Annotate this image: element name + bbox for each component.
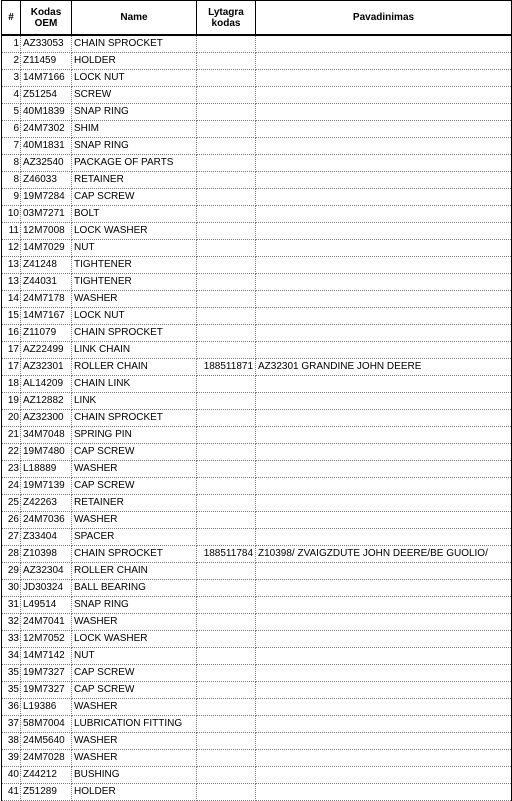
cell-name[interactable]: WASHER: [72, 750, 197, 767]
table-row: [2, 648, 512, 665]
table-row: [2, 495, 512, 512]
cell-oem-code[interactable]: Z44212: [21, 767, 72, 784]
cell-num[interactable]: 17: [2, 342, 21, 359]
cell-name[interactable]: LOCK NUT: [72, 308, 197, 325]
cell-pavadinimas[interactable]: [256, 529, 512, 546]
cell-lytagra-code[interactable]: [197, 53, 256, 70]
cell-pavadinimas[interactable]: [256, 444, 512, 461]
cell-pavadinimas[interactable]: [256, 478, 512, 495]
cell-num[interactable]: 25: [2, 495, 21, 512]
table-row: [2, 410, 512, 427]
cell-name[interactable]: CAP SCREW: [72, 444, 197, 461]
cell-name[interactable]: LOCK WASHER: [72, 223, 197, 240]
cell-pavadinimas[interactable]: [256, 70, 512, 87]
cell-oem-code[interactable]: AZ12882: [21, 393, 72, 410]
cell-pavadinimas[interactable]: [256, 35, 512, 53]
cell-name[interactable]: CAP SCREW: [72, 682, 197, 699]
table-row: [2, 478, 512, 495]
cell-pavadinimas[interactable]: [256, 563, 512, 580]
cell-lytagra-code[interactable]: [197, 325, 256, 342]
cell-name[interactable]: BOLT: [72, 206, 197, 223]
table-body: [2, 35, 512, 801]
table-row: [2, 512, 512, 529]
cell-lytagra-code[interactable]: [197, 478, 256, 495]
cell-oem-code[interactable]: Z46033: [21, 172, 72, 189]
cell-oem-code[interactable]: 14M7166: [21, 70, 72, 87]
header-pavadinimas[interactable]: Pavadinimas: [256, 1, 512, 36]
cell-name[interactable]: ROLLER CHAIN: [72, 359, 197, 376]
cell-name[interactable]: CHAIN SPROCKET: [72, 410, 197, 427]
header-num[interactable]: #: [2, 1, 21, 36]
cell-oem-code[interactable]: AZ32304: [21, 563, 72, 580]
cell-oem-code[interactable]: 24M7028: [21, 750, 72, 767]
cell-name[interactable]: CAP SCREW: [72, 478, 197, 495]
cell-name[interactable]: LOCK WASHER: [72, 631, 197, 648]
header-name[interactable]: Name: [72, 1, 197, 36]
cell-oem-code[interactable]: JD30324: [21, 580, 72, 597]
cell-name[interactable]: SPRING PIN: [72, 427, 197, 444]
table-row: [2, 104, 512, 121]
table-row: [2, 206, 512, 223]
cell-num[interactable]: 35: [2, 682, 21, 699]
cell-oem-code[interactable]: Z51254: [21, 87, 72, 104]
table-row: [2, 461, 512, 478]
cell-num[interactable]: 5: [2, 104, 21, 121]
cell-pavadinimas[interactable]: [256, 291, 512, 308]
cell-oem-code[interactable]: Z10398: [21, 546, 72, 563]
cell-oem-code[interactable]: Z42263: [21, 495, 72, 512]
cell-oem-code[interactable]: 24M7302: [21, 121, 72, 138]
cell-lytagra-code[interactable]: [197, 240, 256, 257]
cell-num[interactable]: 41: [2, 784, 21, 801]
cell-pavadinimas[interactable]: [256, 716, 512, 733]
cell-name[interactable]: CHAIN SPROCKET: [72, 325, 197, 342]
cell-pavadinimas[interactable]: [256, 614, 512, 631]
cell-lytagra-code[interactable]: [197, 461, 256, 478]
cell-lytagra-code[interactable]: [197, 376, 256, 393]
cell-oem-code[interactable]: 19M7139: [21, 478, 72, 495]
cell-name[interactable]: LINK CHAIN: [72, 342, 197, 359]
cell-name[interactable]: SNAP RING: [72, 138, 197, 155]
cell-oem-code[interactable]: 24M7178: [21, 291, 72, 308]
cell-name[interactable]: TIGHTENER: [72, 274, 197, 291]
table-row: [2, 138, 512, 155]
table-row: [2, 376, 512, 393]
cell-oem-code[interactable]: 19M7480: [21, 444, 72, 461]
cell-oem-code[interactable]: AZ32301: [21, 359, 72, 376]
cell-lytagra-code[interactable]: [197, 682, 256, 699]
cell-lytagra-code[interactable]: [197, 410, 256, 427]
cell-oem-code[interactable]: AZ32540: [21, 155, 72, 172]
cell-num[interactable]: 38: [2, 733, 21, 750]
cell-pavadinimas[interactable]: [256, 580, 512, 597]
table-row: [2, 784, 512, 801]
table-row: [2, 614, 512, 631]
cell-lytagra-code[interactable]: [197, 784, 256, 801]
table-row: [2, 223, 512, 240]
cell-lytagra-code[interactable]: [197, 767, 256, 784]
cell-pavadinimas[interactable]: [256, 155, 512, 172]
cell-lytagra-code[interactable]: [197, 70, 256, 87]
cell-lytagra-code[interactable]: [197, 648, 256, 665]
cell-oem-code[interactable]: L49514: [21, 597, 72, 614]
cell-pavadinimas[interactable]: AZ32301 GRANDINE JOHN DEERE: [256, 359, 512, 376]
cell-lytagra-code[interactable]: [197, 699, 256, 716]
cell-pavadinimas[interactable]: [256, 784, 512, 801]
cell-pavadinimas[interactable]: [256, 631, 512, 648]
table-row: [2, 631, 512, 648]
cell-pavadinimas[interactable]: [256, 597, 512, 614]
cell-num[interactable]: 8: [2, 172, 21, 189]
cell-num[interactable]: 19: [2, 393, 21, 410]
cell-oem-code[interactable]: AL14209: [21, 376, 72, 393]
cell-name[interactable]: BALL BEARING: [72, 580, 197, 597]
cell-oem-code[interactable]: 14M7029: [21, 240, 72, 257]
cell-pavadinimas[interactable]: [256, 682, 512, 699]
table-row: [2, 580, 512, 597]
table-row: [2, 325, 512, 342]
cell-num[interactable]: 15: [2, 308, 21, 325]
cell-oem-code[interactable]: Z11079: [21, 325, 72, 342]
cell-name[interactable]: SCREW: [72, 87, 197, 104]
cell-lytagra-code[interactable]: 188511784: [197, 546, 256, 563]
cell-lytagra-code[interactable]: [197, 172, 256, 189]
cell-num[interactable]: 12: [2, 240, 21, 257]
cell-oem-code[interactable]: 24M7036: [21, 512, 72, 529]
cell-num[interactable]: 31: [2, 597, 21, 614]
cell-name[interactable]: CAP SCREW: [72, 665, 197, 682]
cell-oem-code[interactable]: Z44031: [21, 274, 72, 291]
cell-pavadinimas[interactable]: [256, 206, 512, 223]
cell-num[interactable]: 14: [2, 291, 21, 308]
header-oem-code[interactable]: Kodas OEM: [21, 1, 72, 36]
cell-pavadinimas[interactable]: [256, 342, 512, 359]
header-row: [2, 1, 512, 36]
cell-name[interactable]: WASHER: [72, 699, 197, 716]
cell-num[interactable]: 2: [2, 53, 21, 70]
table-row: [2, 121, 512, 138]
table-row: [2, 665, 512, 682]
cell-name[interactable]: CHAIN LINK: [72, 376, 197, 393]
cell-num[interactable]: 26: [2, 512, 21, 529]
cell-oem-code[interactable]: 12M7052: [21, 631, 72, 648]
cell-num[interactable]: 9: [2, 189, 21, 206]
cell-num[interactable]: 28: [2, 546, 21, 563]
cell-pavadinimas[interactable]: [256, 376, 512, 393]
cell-pavadinimas[interactable]: [256, 750, 512, 767]
cell-num[interactable]: 17: [2, 359, 21, 376]
cell-pavadinimas[interactable]: [256, 699, 512, 716]
cell-oem-code[interactable]: 14M7142: [21, 648, 72, 665]
cell-lytagra-code[interactable]: [197, 665, 256, 682]
cell-num[interactable]: 21: [2, 427, 21, 444]
cell-num[interactable]: 11: [2, 223, 21, 240]
cell-num[interactable]: 16: [2, 325, 21, 342]
cell-name[interactable]: WASHER: [72, 461, 197, 478]
cell-lytagra-code[interactable]: [197, 342, 256, 359]
cell-name[interactable]: WASHER: [72, 733, 197, 750]
cell-num[interactable]: 29: [2, 563, 21, 580]
table-row: [2, 682, 512, 699]
cell-name[interactable]: SNAP RING: [72, 104, 197, 121]
table-row: [2, 716, 512, 733]
cell-oem-code[interactable]: 40M1839: [21, 104, 72, 121]
cell-num[interactable]: 30: [2, 580, 21, 597]
cell-lytagra-code[interactable]: [197, 597, 256, 614]
cell-num[interactable]: 18: [2, 376, 21, 393]
cell-lytagra-code[interactable]: [197, 427, 256, 444]
cell-oem-code[interactable]: 12M7008: [21, 223, 72, 240]
table-row: [2, 240, 512, 257]
cell-pavadinimas[interactable]: [256, 172, 512, 189]
cell-lytagra-code[interactable]: [197, 223, 256, 240]
cell-oem-code[interactable]: Z51289: [21, 784, 72, 801]
cell-name[interactable]: PACKAGE OF PARTS: [72, 155, 197, 172]
cell-pavadinimas[interactable]: [256, 308, 512, 325]
cell-oem-code[interactable]: 19M7284: [21, 189, 72, 206]
table-row: [2, 750, 512, 767]
cell-name[interactable]: NUT: [72, 240, 197, 257]
cell-num[interactable]: 34: [2, 648, 21, 665]
cell-pavadinimas[interactable]: [256, 648, 512, 665]
table-row: [2, 699, 512, 716]
table-row: [2, 308, 512, 325]
cell-name[interactable]: HOLDER: [72, 784, 197, 801]
cell-num[interactable]: 1: [2, 35, 21, 53]
table-row: [2, 546, 512, 563]
cell-pavadinimas[interactable]: [256, 393, 512, 410]
cell-pavadinimas[interactable]: [256, 223, 512, 240]
table-row: [2, 87, 512, 104]
cell-lytagra-code[interactable]: [197, 104, 256, 121]
cell-pavadinimas[interactable]: [256, 665, 512, 682]
cell-lytagra-code[interactable]: [197, 529, 256, 546]
cell-num[interactable]: 23: [2, 461, 21, 478]
table-row: [2, 291, 512, 308]
cell-name[interactable]: NUT: [72, 648, 197, 665]
cell-name[interactable]: WASHER: [72, 291, 197, 308]
cell-oem-code[interactable]: L18889: [21, 461, 72, 478]
cell-lytagra-code[interactable]: [197, 495, 256, 512]
cell-pavadinimas[interactable]: Z10398/ ZVAIGZDUTE JOHN DEERE/BE GUOLIO/: [256, 546, 512, 563]
cell-name[interactable]: LUBRICATION FITTING: [72, 716, 197, 733]
cell-lytagra-code[interactable]: [197, 257, 256, 274]
cell-lytagra-code[interactable]: [197, 563, 256, 580]
cell-num[interactable]: 32: [2, 614, 21, 631]
cell-pavadinimas[interactable]: [256, 104, 512, 121]
table-row: [2, 155, 512, 172]
cell-oem-code[interactable]: AZ22499: [21, 342, 72, 359]
parts-table: [1, 0, 512, 801]
cell-pavadinimas[interactable]: [256, 189, 512, 206]
table-row: [2, 70, 512, 87]
cell-name[interactable]: SPACER: [72, 529, 197, 546]
table-row: [2, 274, 512, 291]
cell-lytagra-code[interactable]: [197, 189, 256, 206]
cell-lytagra-code[interactable]: [197, 444, 256, 461]
cell-lytagra-code[interactable]: [197, 512, 256, 529]
cell-oem-code[interactable]: 40M1831: [21, 138, 72, 155]
cell-lytagra-code[interactable]: [197, 580, 256, 597]
table-row: [2, 597, 512, 614]
table-row: [2, 393, 512, 410]
cell-num[interactable]: 22: [2, 444, 21, 461]
table-row: [2, 767, 512, 784]
cell-name[interactable]: RETAINER: [72, 172, 197, 189]
cell-num[interactable]: 13: [2, 274, 21, 291]
cell-pavadinimas[interactable]: [256, 733, 512, 750]
cell-oem-code[interactable]: Z33404: [21, 529, 72, 546]
cell-num[interactable]: 6: [2, 121, 21, 138]
cell-num[interactable]: 33: [2, 631, 21, 648]
cell-lytagra-code[interactable]: [197, 121, 256, 138]
cell-oem-code[interactable]: AZ33053: [21, 35, 72, 53]
parts-sheet: [1, 0, 511, 801]
cell-oem-code[interactable]: 58M7004: [21, 716, 72, 733]
cell-lytagra-code[interactable]: [197, 750, 256, 767]
cell-oem-code[interactable]: AZ32300: [21, 410, 72, 427]
table-row: [2, 53, 512, 70]
cell-pavadinimas[interactable]: [256, 121, 512, 138]
cell-name[interactable]: CHAIN SPROCKET: [72, 35, 197, 53]
cell-num[interactable]: 3: [2, 70, 21, 87]
cell-pavadinimas[interactable]: [256, 274, 512, 291]
cell-pavadinimas[interactable]: [256, 138, 512, 155]
cell-num[interactable]: 10: [2, 206, 21, 223]
cell-oem-code[interactable]: 03M7271: [21, 206, 72, 223]
cell-lytagra-code[interactable]: [197, 614, 256, 631]
cell-name[interactable]: TIGHTENER: [72, 257, 197, 274]
cell-lytagra-code[interactable]: [197, 274, 256, 291]
cell-num[interactable]: 4: [2, 87, 21, 104]
cell-oem-code[interactable]: 24M7041: [21, 614, 72, 631]
cell-lytagra-code[interactable]: [197, 206, 256, 223]
cell-lytagra-code[interactable]: [197, 308, 256, 325]
cell-oem-code[interactable]: Z41248: [21, 257, 72, 274]
cell-lytagra-code[interactable]: [197, 291, 256, 308]
table-row: [2, 444, 512, 461]
cell-oem-code[interactable]: 19M7327: [21, 682, 72, 699]
table-row: [2, 563, 512, 580]
cell-oem-code[interactable]: 24M5640: [21, 733, 72, 750]
cell-name[interactable]: BUSHING: [72, 767, 197, 784]
cell-lytagra-code[interactable]: [197, 716, 256, 733]
table-row: [2, 427, 512, 444]
cell-lytagra-code[interactable]: [197, 35, 256, 53]
cell-lytagra-code[interactable]: [197, 155, 256, 172]
cell-oem-code[interactable]: Z11459: [21, 53, 72, 70]
cell-pavadinimas[interactable]: [256, 53, 512, 70]
cell-lytagra-code[interactable]: [197, 631, 256, 648]
cell-lytagra-code[interactable]: [197, 733, 256, 750]
cell-num[interactable]: 24: [2, 478, 21, 495]
cell-pavadinimas[interactable]: [256, 495, 512, 512]
cell-pavadinimas[interactable]: [256, 87, 512, 104]
table-header: [2, 1, 512, 36]
cell-pavadinimas[interactable]: [256, 427, 512, 444]
cell-pavadinimas[interactable]: [256, 257, 512, 274]
table-row: [2, 189, 512, 206]
cell-name[interactable]: ROLLER CHAIN: [72, 563, 197, 580]
cell-name[interactable]: CHAIN SPROCKET: [72, 546, 197, 563]
cell-name[interactable]: CAP SCREW: [72, 189, 197, 206]
cell-name[interactable]: SNAP RING: [72, 597, 197, 614]
cell-pavadinimas[interactable]: [256, 325, 512, 342]
cell-num[interactable]: 35: [2, 665, 21, 682]
cell-num[interactable]: 27: [2, 529, 21, 546]
cell-oem-code[interactable]: 14M7167: [21, 308, 72, 325]
cell-name[interactable]: WASHER: [72, 512, 197, 529]
cell-num[interactable]: 13: [2, 257, 21, 274]
cell-num[interactable]: 8: [2, 155, 21, 172]
table-row: [2, 733, 512, 750]
table-row: [2, 35, 512, 53]
cell-pavadinimas[interactable]: [256, 410, 512, 427]
cell-pavadinimas[interactable]: [256, 240, 512, 257]
cell-pavadinimas[interactable]: [256, 767, 512, 784]
cell-num[interactable]: 39: [2, 750, 21, 767]
table-row: [2, 529, 512, 546]
table-row: [2, 342, 512, 359]
cell-name[interactable]: RETAINER: [72, 495, 197, 512]
cell-pavadinimas[interactable]: [256, 512, 512, 529]
cell-name[interactable]: SHIM: [72, 121, 197, 138]
cell-name[interactable]: LOCK NUT: [72, 70, 197, 87]
cell-num[interactable]: 20: [2, 410, 21, 427]
cell-num[interactable]: 36: [2, 699, 21, 716]
table-row: [2, 257, 512, 274]
cell-oem-code[interactable]: L19386: [21, 699, 72, 716]
header-lytagra-code[interactable]: Lytagra kodas: [197, 1, 256, 36]
cell-lytagra-code[interactable]: 188511871: [197, 359, 256, 376]
cell-num[interactable]: 7: [2, 138, 21, 155]
table-row: [2, 359, 512, 376]
cell-pavadinimas[interactable]: [256, 461, 512, 478]
cell-name[interactable]: HOLDER: [72, 53, 197, 70]
table-row: [2, 172, 512, 189]
cell-oem-code[interactable]: 34M7048: [21, 427, 72, 444]
cell-name[interactable]: WASHER: [72, 614, 197, 631]
cell-num[interactable]: 40: [2, 767, 21, 784]
cell-oem-code[interactable]: 19M7327: [21, 665, 72, 682]
cell-lytagra-code[interactable]: [197, 138, 256, 155]
cell-num[interactable]: 37: [2, 716, 21, 733]
cell-name[interactable]: LINK: [72, 393, 197, 410]
cell-lytagra-code[interactable]: [197, 393, 256, 410]
cell-lytagra-code[interactable]: [197, 87, 256, 104]
